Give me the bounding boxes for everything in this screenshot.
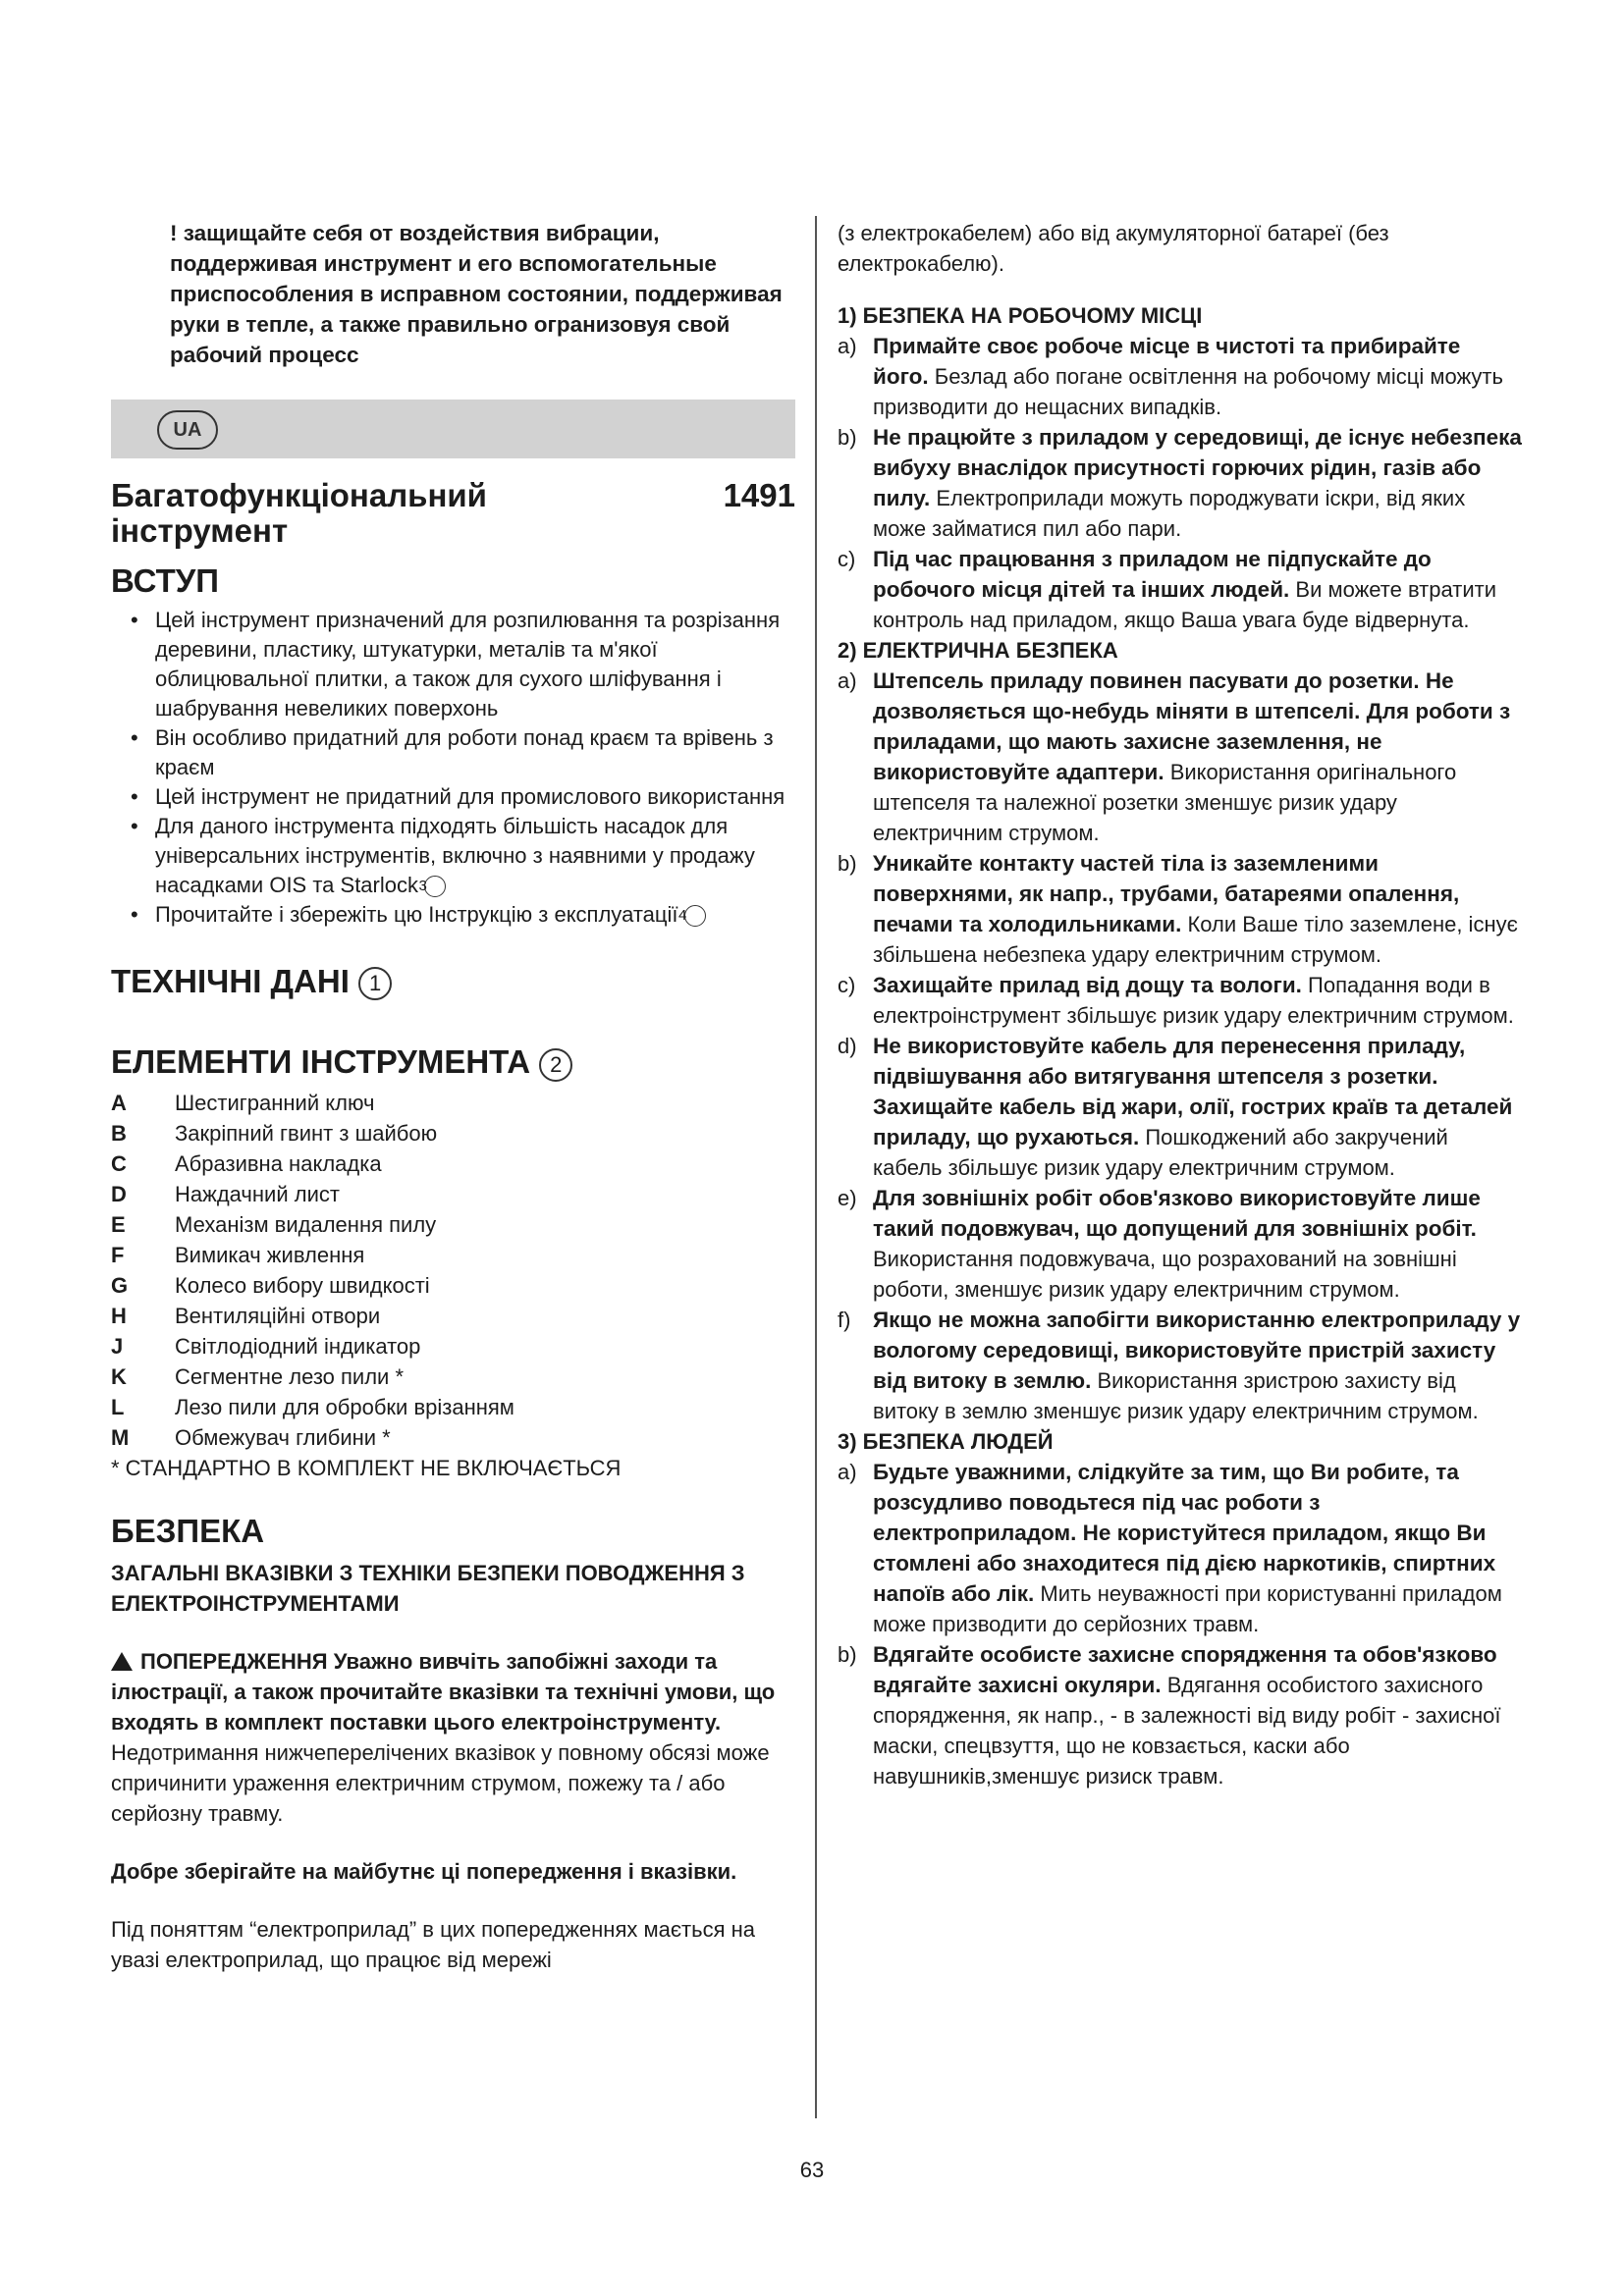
intro-bullet-text: Цей інструмент призначений для розпилювання та розрізання деревини, пластику, штукатурки, металів та м'якої облицювальної плитки, а також для сухого шліфування і шабрування невеликих поверхонь bbox=[155, 608, 781, 721]
safety-item bbox=[838, 666, 1522, 848]
part-label: Лезо пили для обробки врізанням bbox=[175, 1394, 514, 1419]
safety-item bbox=[838, 1183, 1522, 1305]
part-row bbox=[111, 1331, 795, 1362]
item-letter: a) bbox=[838, 668, 857, 693]
continuation-text: (з електрокабелем) або від акумуляторної батареї (без електрокабелю). bbox=[838, 221, 1389, 276]
keep-note: Добре зберігайте на майбутнє ці попередження і вказівки. bbox=[111, 1858, 737, 1884]
product-title-row bbox=[111, 478, 795, 549]
figure-ref-icon: 1 bbox=[358, 967, 392, 1000]
item-letter: c) bbox=[838, 547, 856, 571]
intro-bullet-text: Прочитайте і збережіть цю Інструкцію з експлуатації bbox=[155, 902, 678, 927]
model-number: 1491 bbox=[723, 477, 795, 513]
part-row bbox=[111, 1088, 795, 1118]
item-bold-text: Примайте своє робоче місце в чистоті та прибирайте його. bbox=[873, 334, 1461, 389]
part-label: Обмежувач глибини * bbox=[175, 1424, 391, 1450]
part-row bbox=[111, 1179, 795, 1209]
safety-subheading: ЗАГАЛЬНІ ВКАЗІВКИ З ТЕХНІКИ БЕЗПЕКИ ПОВОДЖЕННЯ З ЕЛЕКТРОІНСТРУМЕНТАМИ bbox=[111, 1560, 745, 1616]
safety-section-heading: 3) БЕЗПЕКА ЛЮДЕЙ bbox=[838, 1429, 1054, 1454]
bullet-icon: • bbox=[131, 608, 138, 632]
item-bold-text: Захищайте прилад від дощу та вологи. bbox=[873, 973, 1302, 997]
item-letter: a) bbox=[838, 334, 857, 358]
item-bold-text: Не працюйте з приладом у середовищі, де існує небезпека вибуху внаслідок присутності горючих рідин, газів або пилу. bbox=[873, 425, 1522, 510]
part-key: H bbox=[111, 1303, 127, 1328]
part-key: G bbox=[111, 1272, 129, 1298]
right-column bbox=[838, 218, 1522, 1791]
item-bold-text: Будьте уважними, слідкуйте за тим, що Ви робите, та розсудливо поводьтеся під час роботи з електроприладом. Не користуйтеся приладом, якщо Ви стомлені або знаходитеся під дією наркотиків, спиртних напоїв або лік. bbox=[873, 1460, 1496, 1606]
term-note: Під поняттям “електроприлад” в цих попередженнях мається на увазі електроприлад, що працює від мережі bbox=[111, 1916, 756, 1972]
part-row bbox=[111, 1148, 795, 1179]
part-label: Світлодіодний індикатор bbox=[175, 1333, 421, 1359]
part-label: Механізм видалення пилу bbox=[175, 1211, 437, 1237]
warning-text: Недотримання нижчеперелічених вказівок у повному обсязі може спричинити ураження електричним струмом, пожежу та / або серйозну травму. bbox=[111, 1739, 770, 1826]
item-letter: b) bbox=[838, 1642, 857, 1667]
item-bold-text: Для зовнішніх робіт обов'язково використовуйте лише такий подовжувач, що допущений для зовнішніх робіт. bbox=[873, 1186, 1481, 1241]
intro-bullet bbox=[111, 723, 795, 782]
part-label: Шестигранний ключ bbox=[175, 1090, 375, 1115]
part-row bbox=[111, 1422, 795, 1453]
part-label: Сегментне лезо пили * bbox=[175, 1363, 405, 1389]
language-badge: UA bbox=[157, 410, 218, 450]
elements-heading bbox=[111, 1043, 795, 1081]
item-text: Безлад або погане освітлення на робочому місці можуть призводити до нещасних випадків. bbox=[873, 364, 1503, 419]
part-key: B bbox=[111, 1120, 127, 1146]
part-row bbox=[111, 1118, 795, 1148]
bullet-icon: • bbox=[131, 784, 138, 809]
item-letter: d) bbox=[838, 1034, 857, 1058]
safety-item bbox=[838, 1639, 1522, 1791]
part-row bbox=[111, 1301, 795, 1331]
safety-item bbox=[838, 544, 1522, 635]
part-label: Наждачний лист bbox=[175, 1181, 340, 1206]
item-text: Попадання води в електроінструмент збільшує ризик удару електричним струмом. bbox=[873, 973, 1514, 1028]
intro-bullet-text: Для даного інструмента підходять більшість насадок для універсальних інструментів, включно з наявними у продажу насадками OIS та Starlock bbox=[155, 814, 755, 897]
parts-note: * СТАНДАРТНО В КОМПЛЕКТ НЕ ВКЛЮЧАЄТЬСЯ bbox=[111, 1455, 622, 1480]
language-band bbox=[111, 400, 795, 458]
intro-bullet bbox=[111, 900, 795, 930]
figure-ref-icon: 3 bbox=[424, 876, 446, 897]
safety-item bbox=[838, 331, 1522, 422]
left-column bbox=[111, 218, 795, 1975]
intro-bullet-text: Він особливо придатний для роботи понад краєм та врівень з краєм bbox=[155, 725, 774, 779]
intro-heading: ВСТУП bbox=[111, 562, 219, 599]
safety-item bbox=[838, 1031, 1522, 1183]
part-row bbox=[111, 1209, 795, 1240]
item-bold-text: Вдягайте особисте захисне спорядження та обов'язково вдягайте захисні окуляри. bbox=[873, 1642, 1497, 1697]
part-row bbox=[111, 1362, 795, 1392]
bullet-icon: • bbox=[131, 814, 138, 838]
item-text: Пошкоджений або закручений кабель збільшує ризик удару електричним струмом. bbox=[873, 1125, 1448, 1180]
part-label: Колесо вибору швидкості bbox=[175, 1272, 430, 1298]
part-row bbox=[111, 1270, 795, 1301]
item-letter: b) bbox=[838, 851, 857, 876]
part-key: J bbox=[111, 1333, 124, 1359]
tech-data-heading bbox=[111, 963, 795, 1000]
intro-list bbox=[111, 606, 795, 930]
part-key: E bbox=[111, 1211, 126, 1237]
item-bold-text: Під час працювання з приладом не підпускайте до робочого місця дітей та інших людей. bbox=[873, 547, 1432, 602]
item-text: Використання подовжувача, що розрахований на зовнішні роботи, зменшує ризик удару електричним струмом. bbox=[873, 1247, 1457, 1302]
product-title: Багатофункціональний інструмент bbox=[111, 477, 487, 549]
safety-heading: БЕЗПЕКА bbox=[111, 1512, 265, 1549]
elements-heading-text: ЕЛЕМЕНТИ ІНСТРУМЕНТА bbox=[111, 1043, 531, 1081]
bullet-icon: • bbox=[131, 725, 138, 750]
page-number: 63 bbox=[799, 2158, 825, 2182]
item-letter: a) bbox=[838, 1460, 857, 1484]
part-label: Абразивна накладка bbox=[175, 1150, 382, 1176]
warning-paragraph bbox=[111, 1646, 795, 1829]
part-key: K bbox=[111, 1363, 127, 1389]
item-text: Вдягання особистого захисного спорядження, як напр., - в залежності від виду робіт - захисної маски, спецвзуття, що не ковзається, каски або навушників,зменшує ризиск травм. bbox=[873, 1673, 1501, 1789]
safety-item bbox=[838, 848, 1522, 970]
part-label: Вентиляційні отвори bbox=[175, 1303, 381, 1328]
part-key: M bbox=[111, 1424, 130, 1450]
item-text: Ви можете втратити контроль над приладом, якщо Ваша увага буде відвернута. bbox=[873, 577, 1496, 632]
item-text: Коли Ваше тіло заземлене, існує збільшена небезпека удару електричним струмом. bbox=[873, 912, 1518, 967]
intro-bullet bbox=[111, 782, 795, 812]
item-letter: e) bbox=[838, 1186, 857, 1210]
part-key: F bbox=[111, 1242, 125, 1267]
column-divider bbox=[815, 216, 817, 2118]
part-label: Закріпний гвинт з шайбою bbox=[175, 1120, 438, 1146]
part-key: D bbox=[111, 1181, 127, 1206]
item-letter: c) bbox=[838, 973, 856, 997]
item-bold-text: Уникайте контакту частей тіла із заземленими поверхнями, як напр., трубами, батареями опалення, печами та холодильниками. bbox=[873, 851, 1460, 936]
item-bold-text: Не використовуйте кабель для перенесення приладу, підвішування або витягування штепселя з розетки. Захищайте кабель від жари, олії, гострих країв та деталей приладу, що рухаються. bbox=[873, 1034, 1513, 1149]
item-text: Електроприлади можуть породжувати іскри, від яких може займатися пил або пари. bbox=[873, 486, 1466, 541]
warning-bold: ПОПЕРЕДЖЕННЯ Уважно вивчіть запобіжні заходи та ілюстрації, а також прочитайте вказівки та технічні умови, що входять в комплект поставки цього електроінструменту. bbox=[111, 1648, 776, 1735]
figure-ref-icon: 2 bbox=[539, 1048, 572, 1082]
figure-ref-icon: 4 bbox=[684, 905, 706, 927]
parts-list bbox=[111, 1088, 795, 1453]
item-text: Використання зристрою захисту від витоку в землю зменшує ризик удару електричним струмом. bbox=[873, 1368, 1479, 1423]
item-text: Мить неуважності при користуванні приладом може призводити до серйозних травм. bbox=[873, 1581, 1502, 1636]
vibration-warning: ! защищайте себя от воздействия вибрации, поддерживая инструмент и его вспомогательные приспособления в исправном состоянии, поддерживая руки в тепле, а также правильно огранизовуя свой рабочий процесс bbox=[170, 221, 783, 367]
item-letter: f) bbox=[838, 1308, 851, 1332]
intro-bullet-text: Цей інструмент не придатний для промислового використання bbox=[155, 784, 785, 809]
item-bold-text: Якщо не можна запобігти використанню електроприладу у вологому середовищі, використовуйте пристрій захисту від витоку в землю. bbox=[873, 1308, 1521, 1393]
warning-triangle-icon bbox=[111, 1652, 133, 1671]
intro-bullet bbox=[111, 812, 795, 900]
item-letter: b) bbox=[838, 425, 857, 450]
part-key: L bbox=[111, 1394, 125, 1419]
safety-sections bbox=[838, 300, 1522, 1791]
part-label: Вимикач живлення bbox=[175, 1242, 365, 1267]
item-text: Використання оригінального штепселя та належної розетки зменшує ризик удару електричним струмом. bbox=[873, 760, 1457, 845]
part-row bbox=[111, 1240, 795, 1270]
bullet-icon: • bbox=[131, 902, 138, 927]
item-bold-text: Штепсель приладу повинен пасувати до розетки. Не дозволяється що-небудь міняти в штепселі. Для роботи з приладами, що мають захисне заземлення, не використовуйте адаптери. bbox=[873, 668, 1511, 784]
part-row bbox=[111, 1392, 795, 1422]
tech-data-heading-text: ТЕХНІЧНІ ДАНІ bbox=[111, 963, 350, 999]
part-key: A bbox=[111, 1090, 127, 1115]
intro-bullet bbox=[111, 606, 795, 723]
safety-section-heading: 2) ЕЛЕКТРИЧНА БЕЗПЕКА bbox=[838, 638, 1118, 663]
safety-section-heading: 1) БЕЗПЕКА НА РОБОЧОМУ МІСЦІ bbox=[838, 303, 1203, 328]
safety-item bbox=[838, 1305, 1522, 1426]
safety-item bbox=[838, 970, 1522, 1031]
safety-item bbox=[838, 1457, 1522, 1639]
part-key: C bbox=[111, 1150, 127, 1176]
safety-item bbox=[838, 422, 1522, 544]
